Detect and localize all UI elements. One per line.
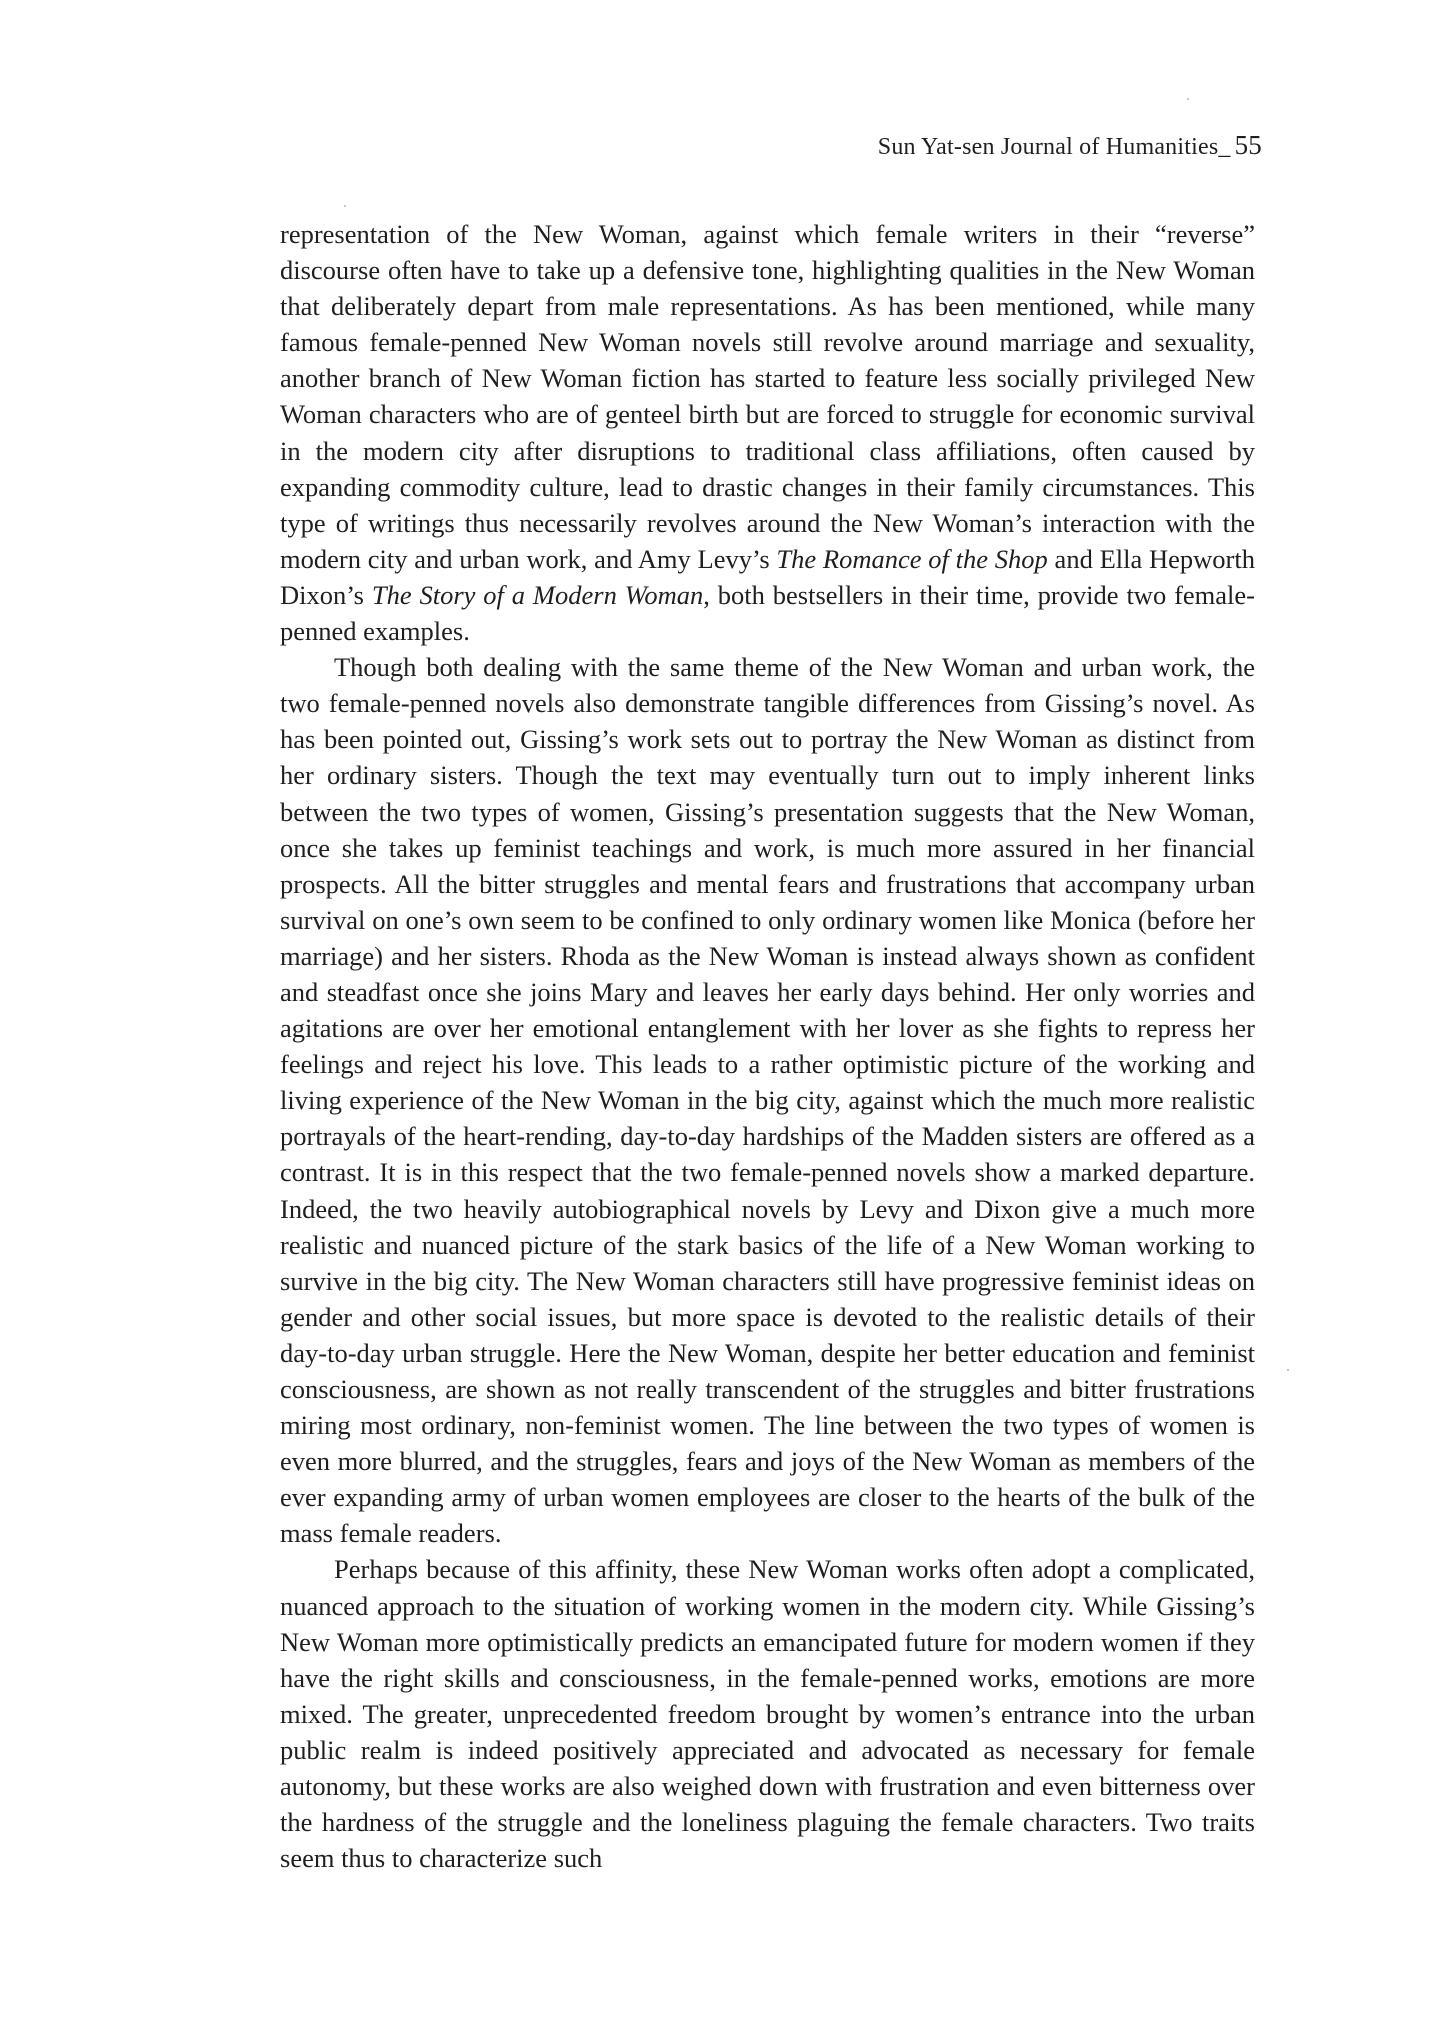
paragraph — [280, 649, 1255, 1551]
scan-speck — [344, 205, 346, 207]
article-body — [280, 216, 1255, 1876]
page-number: 55 — [1234, 130, 1262, 160]
paragraph — [280, 1551, 1255, 1876]
text-run: Perhaps because of this affinity, these New Woman works often adopt a complicated, nuanced approach to the situation of working women in the modern city. While Gissing’s New Woman more optimistically predicts an emancipated future for modern women if they have the right skills and consciousness, in the female-penned works, emotions are more mixed. The greater, unprecedented freedom brought by women’s entrance into the urban public realm is indeed positively appreciated and advocated as necessary for female autonomy, but these works are also weighed down with frustration and even bitterness over the hardness of the struggle and the loneliness plaguing the female characters. Two traits seem thus to characterize such — [280, 1554, 1255, 1874]
text-run: Though both dealing with the same theme of the New Woman and urban work, the two female-penned novels also demonstrate tangible differences from Gissing’s novel. As has been pointed out, Gissing’s work sets out to portray the New Woman as distinct from her ordinary sisters. Though the text may eventually turn out to imply inherent links between the two types of women, Gissing’s presentation suggests that the New Woman, once she takes up feminist teachings and work, is much more assured in her financial prospects. All the bitter struggles and mental fears and frustrations that accompany urban survival on one’s own seem to be confined to only ordinary women like Monica (before her marriage) and her sisters. Rhoda as the New Woman is instead always shown as confident and steadfast once she joins Mary and leaves her early days behind. Her only worries and agitations are over her emotional entanglement with her lover as she fights to repress her feelings and reject his love. This leads to a rather optimistic picture of the working and living experience of the New Woman in the big city, against which the much more realistic portrayals of the heart-rending, day-to-day hardships of the Madden sisters are offered as a contrast. It is in this respect that the two female-penned novels show a marked departure. Indeed, the two heavily autobiographical novels by Levy and Dixon give a much more realistic and nuanced picture of the stark basics of the life of a New Woman working to survive in the big city. The New Woman characters still have progressive feminist ideas on gender and other social issues, but more space is devoted to the realistic details of their day-to-day urban struggle. Here the New Woman, despite her better education and feminist consciousness, are shown as not really transcendent of the struggles and bitter frustrations miring most ordinary, non-feminist women. The line between the two types of women is even more blurred, and the struggles, fears and joys of the New Woman as members of the ever expanding army of urban women employees are closer to the hearts of the bulk of the mass female readers. — [280, 652, 1255, 1549]
scan-speck — [1287, 1369, 1289, 1371]
text-run: and Ella Hepworth Dixon’s — [280, 543, 1255, 610]
paragraph — [280, 216, 1255, 649]
book-title-story-of-a-modern-woman: The Story of a Modern Woman — [371, 579, 704, 610]
running-header — [878, 130, 1262, 161]
text-run: , both bestsellers in their time, provide two female-penned examples. — [280, 579, 1255, 647]
scan-speck — [1187, 98, 1189, 100]
journal-title: Sun Yat-sen Journal of Humanities_ — [877, 134, 1231, 160]
text-run: representation of the New Woman, against which female writers in their “reverse” discourse often have to take up a defensive tone, highlighting qualities in the New Woman that deliberately depart from male representations. As has been mentioned, while many famous female-penned New Woman novels still revolve around marriage and sexuality, another branch of New Woman fiction has started to feature less socially privileged New Woman characters who are of genteel birth but are forced to struggle for economic survival in the modern city after disruptions to traditional class affiliations, often caused by expanding commodity culture, lead to drastic changes in their family circumstances. This type of writings thus necessarily revolves around the New Woman’s interaction with the modern city and urban work, and Amy Levy’s — [280, 219, 1255, 574]
book-title-romance-of-the-shop: The Romance of the Shop — [776, 543, 1048, 574]
